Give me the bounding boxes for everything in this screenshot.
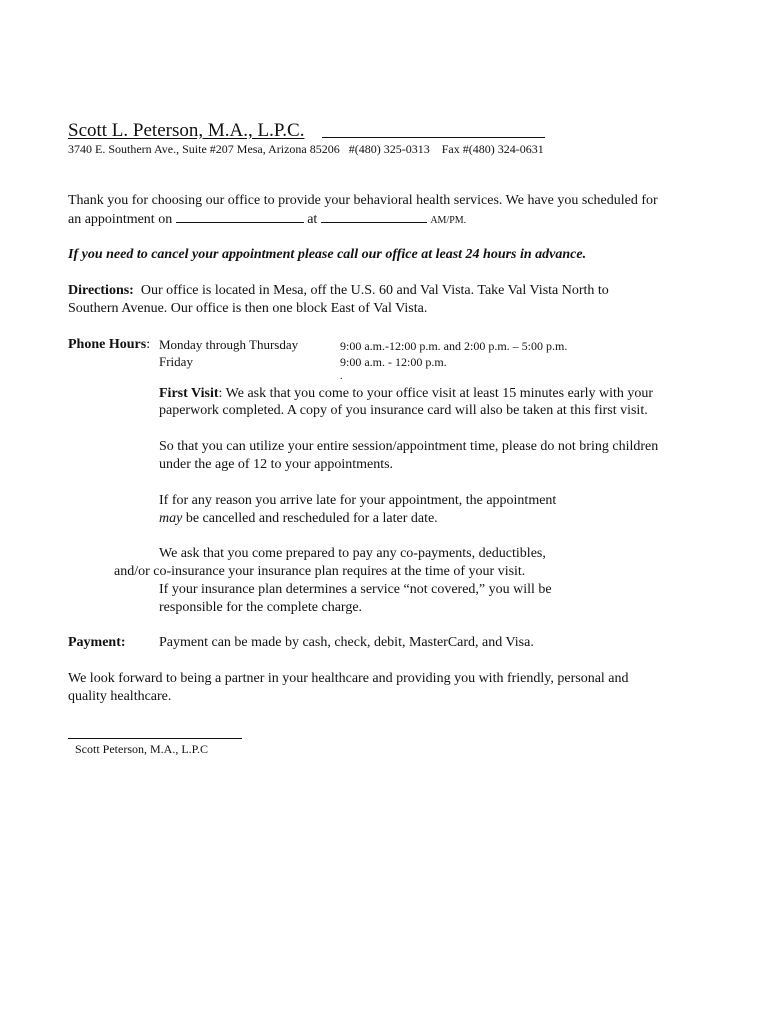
copay-line-2: and/or co-insurance your insurance plan requires at the time of your visit. xyxy=(114,564,526,579)
first-visit-line-1 xyxy=(159,385,653,403)
late-may: may xyxy=(159,511,183,526)
first-visit-line-2: paperwork completed. A copy of you insurance card will also be taken at this first visit. xyxy=(159,403,648,418)
header-underline xyxy=(322,137,545,138)
intro-line-2 xyxy=(68,210,466,230)
late-text-2: be cancelled and rescheduled for a later date. xyxy=(182,511,438,526)
directions-label: Directions: xyxy=(68,283,134,298)
phone-hours-time-2: 9:00 a.m. - 12:00 p.m. xyxy=(340,355,447,369)
signature-name: Scott Peterson, M.A., L.P.C xyxy=(75,742,209,756)
late-line-1: If for any reason you arrive late for your appointment, the appointment xyxy=(159,493,557,508)
first-visit-text-1: : We ask that you come to your office visit at least 15 minutes early with your xyxy=(218,386,654,401)
phone-hours-day-2: Friday xyxy=(159,354,193,369)
directions-line-2: Southern Avenue. Our office is then one block East of Val Vista. xyxy=(68,301,428,316)
appointment-at-label: at xyxy=(307,212,318,227)
copay-line-4: responsible for the complete charge. xyxy=(159,600,363,615)
children-line-2: under the age of 12 to your appointments. xyxy=(159,457,394,472)
payment-label: Payment: xyxy=(68,635,126,650)
office-address: 3740 E. Southern Ave., Suite #207 Mesa, Arizona 85206 xyxy=(68,142,340,156)
ampm-label: AM/PM. xyxy=(430,215,467,226)
copay-line-1: We ask that you come prepared to pay any co-payments, deductibles, xyxy=(159,546,546,561)
first-visit-label: First Visit xyxy=(159,386,219,401)
phone-hours-time-1: 9:00 a.m.-12:00 p.m. and 2:00 p.m. – 5:00 p.m. xyxy=(340,339,568,353)
office-phone: #(480) 325-0313 xyxy=(348,142,430,156)
appointment-time-blank[interactable] xyxy=(321,210,427,223)
phone-hours-dot: . xyxy=(340,371,343,382)
late-line-2 xyxy=(159,510,438,528)
office-fax: Fax #(480) 324-0631 xyxy=(441,142,544,156)
copay-line-3: If your insurance plan determines a service “not covered,” you will be xyxy=(159,582,552,597)
practitioner-name: Scott L. Peterson, M.A., L.P.C. xyxy=(68,120,305,141)
phone-hours-colon: : xyxy=(146,337,151,352)
phone-hours-day-1: Monday through Thursday xyxy=(159,337,299,352)
cancel-notice: If you need to cancel your appointment please call our office at least 24 hours in advance. xyxy=(68,247,587,262)
contact-line xyxy=(68,141,544,157)
phone-hours-label: Phone Hours xyxy=(68,337,147,352)
children-line-1: So that you can utilize your entire session/appointment time, please do not bring children xyxy=(159,439,659,454)
closing-line-1: We look forward to being a partner in your healthcare and providing you with friendly, personal and xyxy=(68,671,629,686)
intro-line-1: Thank you for choosing our office to provide your behavioral health services. We have you scheduled for xyxy=(68,193,658,208)
payment-text: Payment can be made by cash, check, debit, MasterCard, and Visa. xyxy=(159,635,534,650)
phone-hours-label-wrap xyxy=(68,336,150,354)
signature-line[interactable] xyxy=(68,738,242,739)
closing-line-2: quality healthcare. xyxy=(68,689,172,704)
directions-text-1: Our office is located in Mesa, off the U.S. 60 and Val Vista. Take Val Vista North to xyxy=(140,283,609,298)
directions-line-1 xyxy=(68,282,609,300)
appointment-on-label: an appointment on xyxy=(68,212,173,227)
appointment-date-blank[interactable] xyxy=(176,210,304,223)
